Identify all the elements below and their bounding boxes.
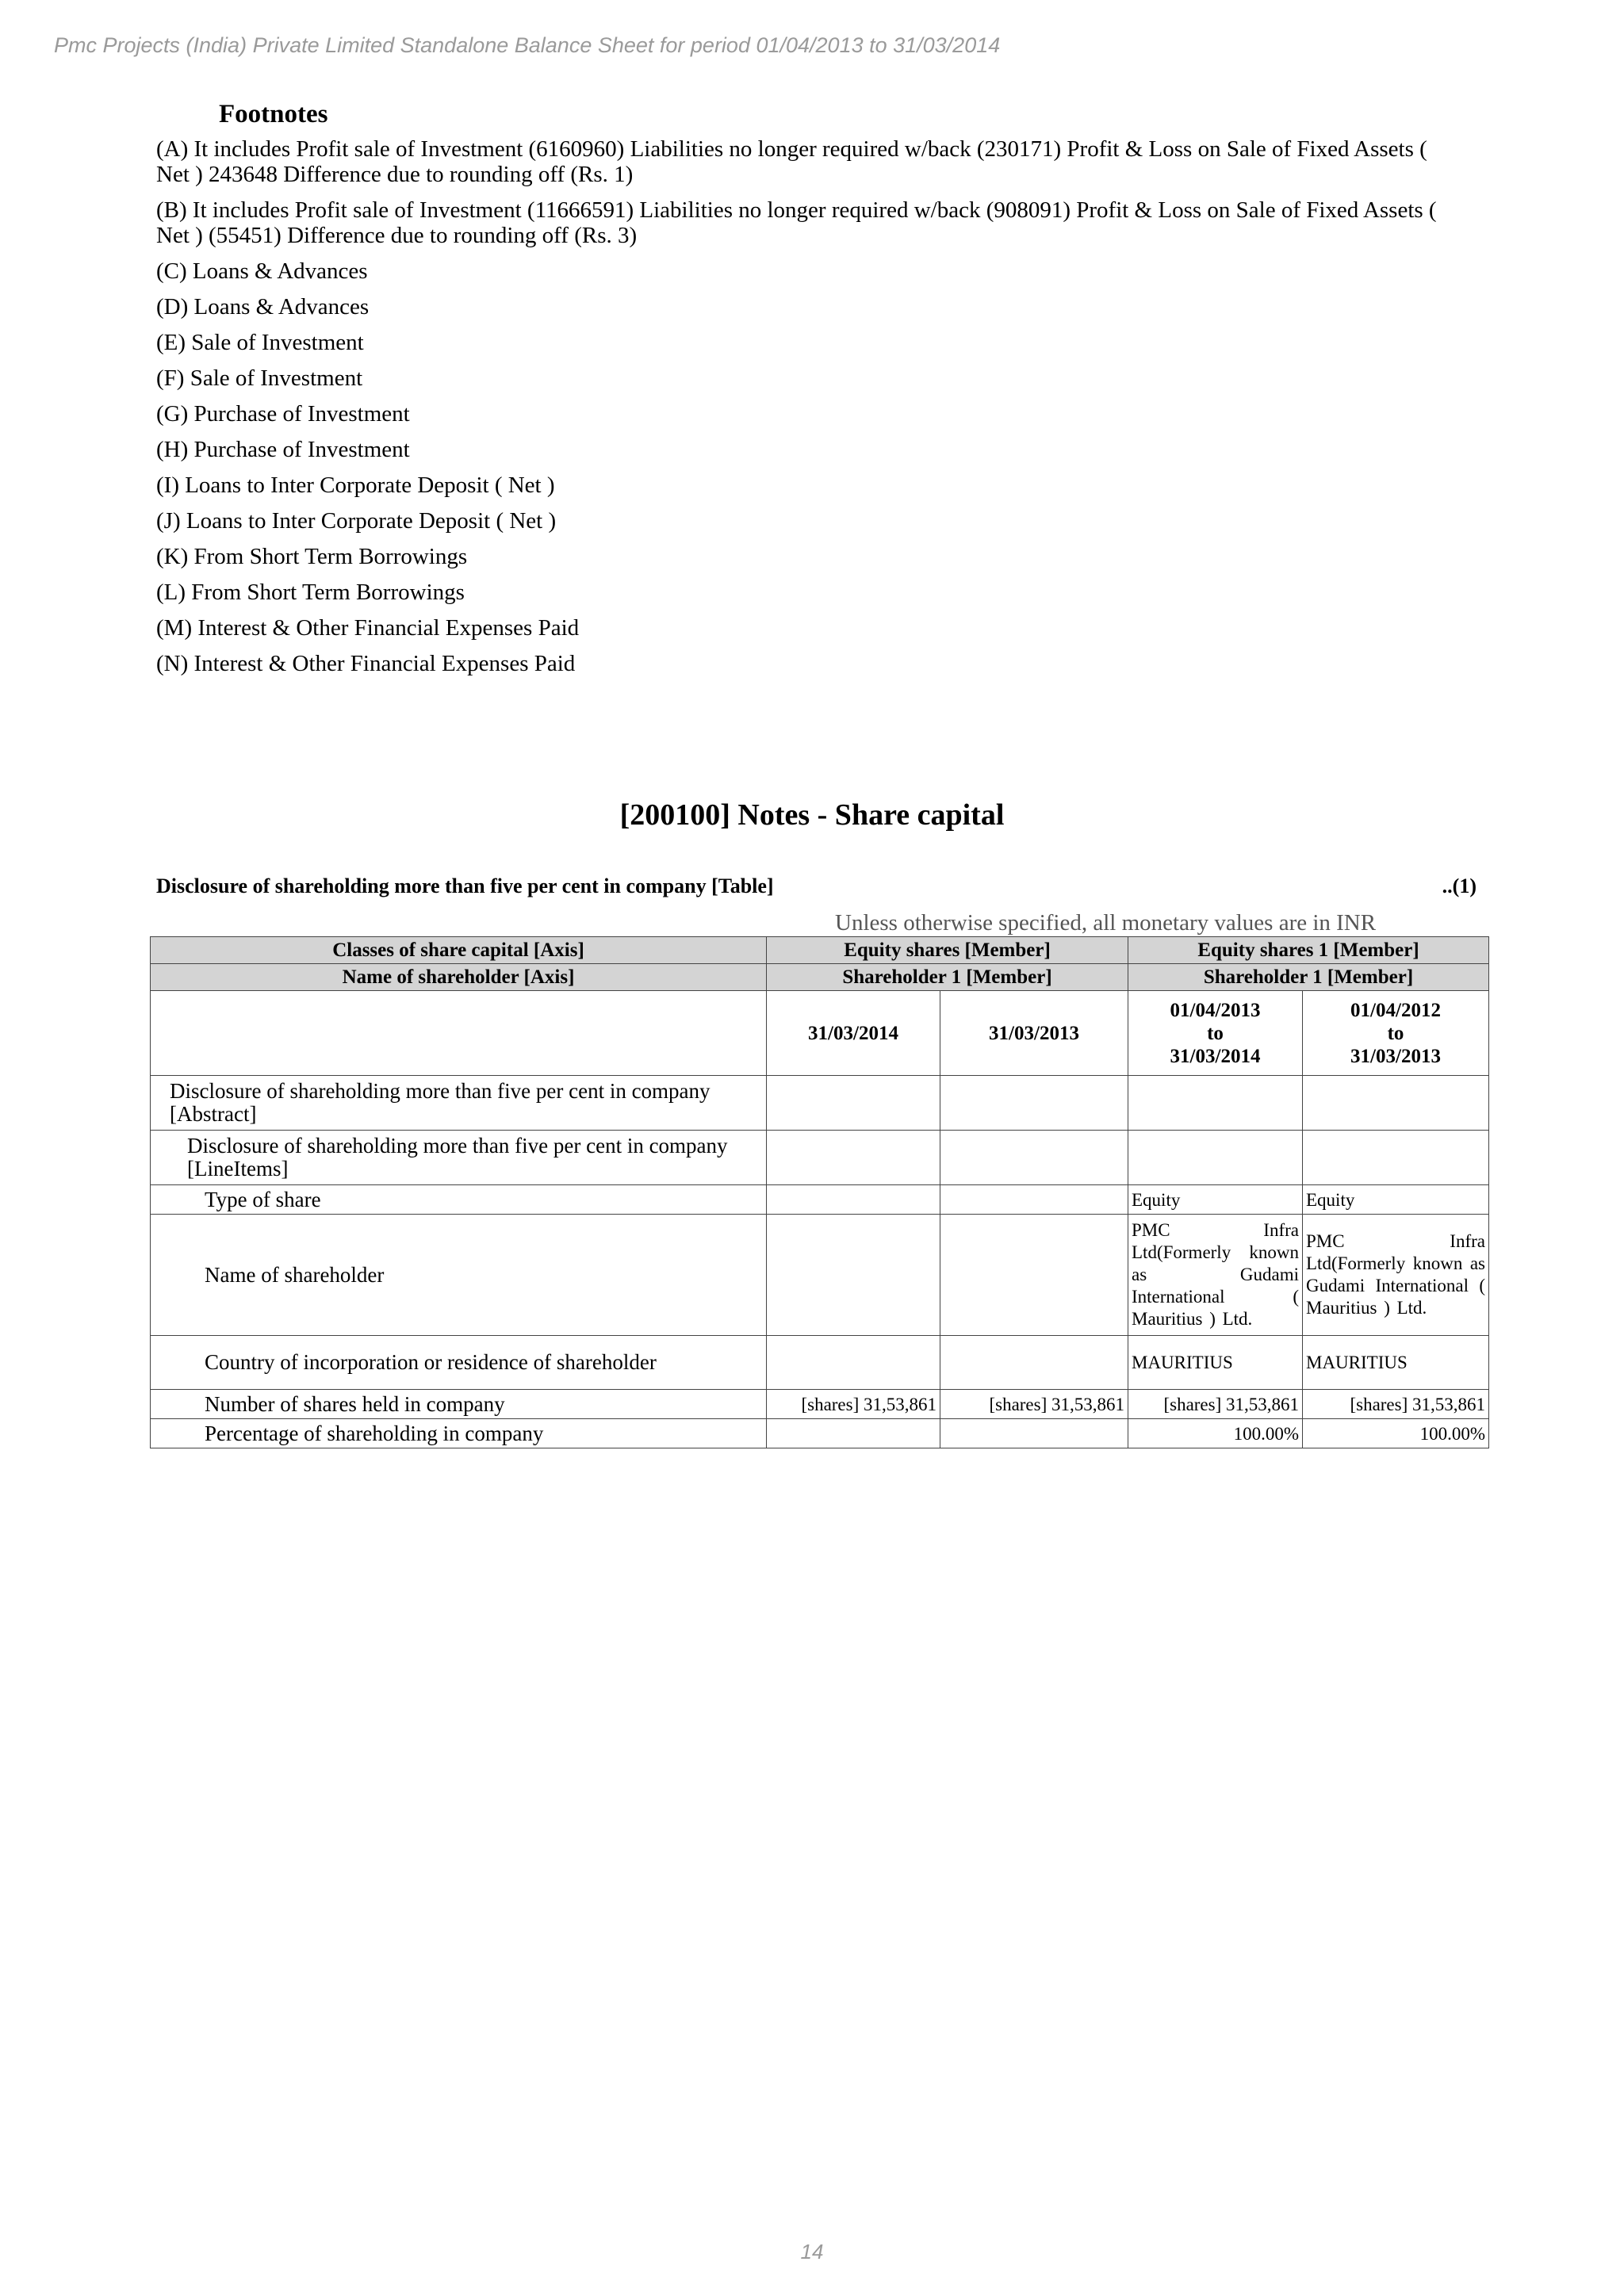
table-cell: [shares] 31,53,861 (1128, 1390, 1303, 1419)
axis-row-shareholder (151, 964, 1489, 991)
table-cell: PMC Infra Ltd(Formerly known as Gudami International ( Mauritius ) Ltd. (1303, 1215, 1489, 1336)
table-cell (767, 1419, 940, 1448)
table-cell: [shares] 31,53,861 (940, 1390, 1128, 1419)
footnote-g: (G) Purchase of Investment (156, 401, 410, 427)
table-cell (1128, 1076, 1303, 1131)
table-cell (940, 1076, 1128, 1131)
table-cell (1303, 1076, 1489, 1131)
axis-member-group-2: Shareholder 1 [Member] (1128, 964, 1489, 991)
row-label: Percentage of shareholding in company (151, 1419, 767, 1448)
row-label: Name of shareholder (151, 1215, 767, 1336)
row-label: Type of share (151, 1185, 767, 1215)
footnote-l: (L) From Short Term Borrowings (156, 580, 465, 605)
unit-note: Unless otherwise specified, all monetary values are in INR (835, 910, 1377, 936)
table-row (151, 1076, 1489, 1131)
table-cell (767, 1215, 940, 1336)
footnote-m: (M) Interest & Other Financial Expenses Paid (156, 615, 580, 641)
row-label: Disclosure of shareholding more than five per cent in company [Abstract] (151, 1076, 767, 1131)
table-cell (767, 1336, 940, 1390)
footnote-j: (J) Loans to Inter Corporate Deposit ( Net ) (156, 508, 557, 534)
table-title: Disclosure of shareholding more than five per cent in company [Table] (156, 874, 774, 897)
table-cell (940, 1336, 1128, 1390)
table-cell: 100.00% (1303, 1419, 1489, 1448)
table-row (151, 1336, 1489, 1390)
footnote-d: (D) Loans & Advances (156, 294, 370, 320)
table-cell: Equity (1303, 1185, 1489, 1215)
table-cell: [shares] 31,53,861 (1303, 1390, 1489, 1419)
axis-label: Classes of share capital [Axis] (151, 937, 767, 964)
footnote-e: (E) Sale of Investment (156, 330, 364, 355)
row-label: Number of shares held in company (151, 1390, 767, 1419)
table-cell (940, 1215, 1128, 1336)
table-cell (1303, 1131, 1489, 1185)
footnote-n: (N) Interest & Other Financial Expenses Paid (156, 651, 576, 676)
axis-member-group-1: Equity shares [Member] (767, 937, 1128, 964)
table-row (151, 1185, 1489, 1215)
footnote-b: (B) It includes Profit sale of Investment (11666591) Liabilities no longer required w/back (908091) Profit & Loss on Sale of Fixed Assets ( Net ) (55451) Difference due to rounding off (Rs. 3) (156, 197, 1437, 248)
date-header: 01/04/2013 to 31/03/2014 (1128, 991, 1303, 1076)
table-cell: [shares] 31,53,861 (767, 1390, 940, 1419)
footnotes-title: Footnotes (219, 100, 328, 128)
page-header: Pmc Projects (India) Private Limited Standalone Balance Sheet for period 01/04/2013 to 31/03/2014 (54, 33, 1001, 57)
row-label: Country of incorporation or residence of shareholder (151, 1336, 767, 1390)
footnote-a: (A) It includes Profit sale of Investment (6160960) Liabilities no longer required w/back (230171) Profit & Loss on Sale of Fixed Assets ( Net ) 243648 Difference due to rounding off (Rs. 1) (156, 136, 1427, 187)
table-cell: 100.00% (1128, 1419, 1303, 1448)
section-title: [200100] Notes - Share capital (619, 798, 1005, 832)
page-number: 14 (800, 2240, 824, 2263)
table-row (151, 1215, 1489, 1336)
table-number: ..(1) (1442, 874, 1477, 897)
table-cell: MAURITIUS (1128, 1336, 1303, 1390)
table-cell (767, 1076, 940, 1131)
footnote-k: (K) From Short Term Borrowings (156, 544, 468, 569)
date-header-empty (151, 991, 767, 1076)
axis-member-group-2: Equity shares 1 [Member] (1128, 937, 1489, 964)
date-header-row (151, 991, 1489, 1076)
table-cell (767, 1131, 940, 1185)
table-cell (940, 1185, 1128, 1215)
table-row (151, 1131, 1489, 1185)
footnote-c: (C) Loans & Advances (156, 258, 368, 284)
axis-member-group-1: Shareholder 1 [Member] (767, 964, 1128, 991)
table-cell: MAURITIUS (1303, 1336, 1489, 1390)
table-cell: Equity (1128, 1185, 1303, 1215)
table-cell: PMC Infra Ltd(Formerly known as Gudami International ( Mauritius ) Ltd. (1128, 1215, 1303, 1336)
footnote-i: (I) Loans to Inter Corporate Deposit ( Net ) (156, 473, 555, 498)
shareholding-table (150, 936, 1489, 1448)
axis-row-classes (151, 937, 1489, 964)
table-cell (940, 1419, 1128, 1448)
table-row (151, 1419, 1489, 1448)
footnote-h: (H) Purchase of Investment (156, 437, 410, 462)
date-header: 31/03/2014 (767, 991, 940, 1076)
table-row (151, 1390, 1489, 1419)
footnotes-list (156, 136, 1457, 687)
table-cell (940, 1131, 1128, 1185)
date-header: 31/03/2013 (940, 991, 1128, 1076)
row-label: Disclosure of shareholding more than five per cent in company [LineItems] (151, 1131, 767, 1185)
table-cell (1128, 1131, 1303, 1185)
date-header: 01/04/2012 to 31/03/2013 (1303, 991, 1489, 1076)
table-cell (767, 1185, 940, 1215)
footnote-f: (F) Sale of Investment (156, 365, 363, 391)
axis-label: Name of shareholder [Axis] (151, 964, 767, 991)
